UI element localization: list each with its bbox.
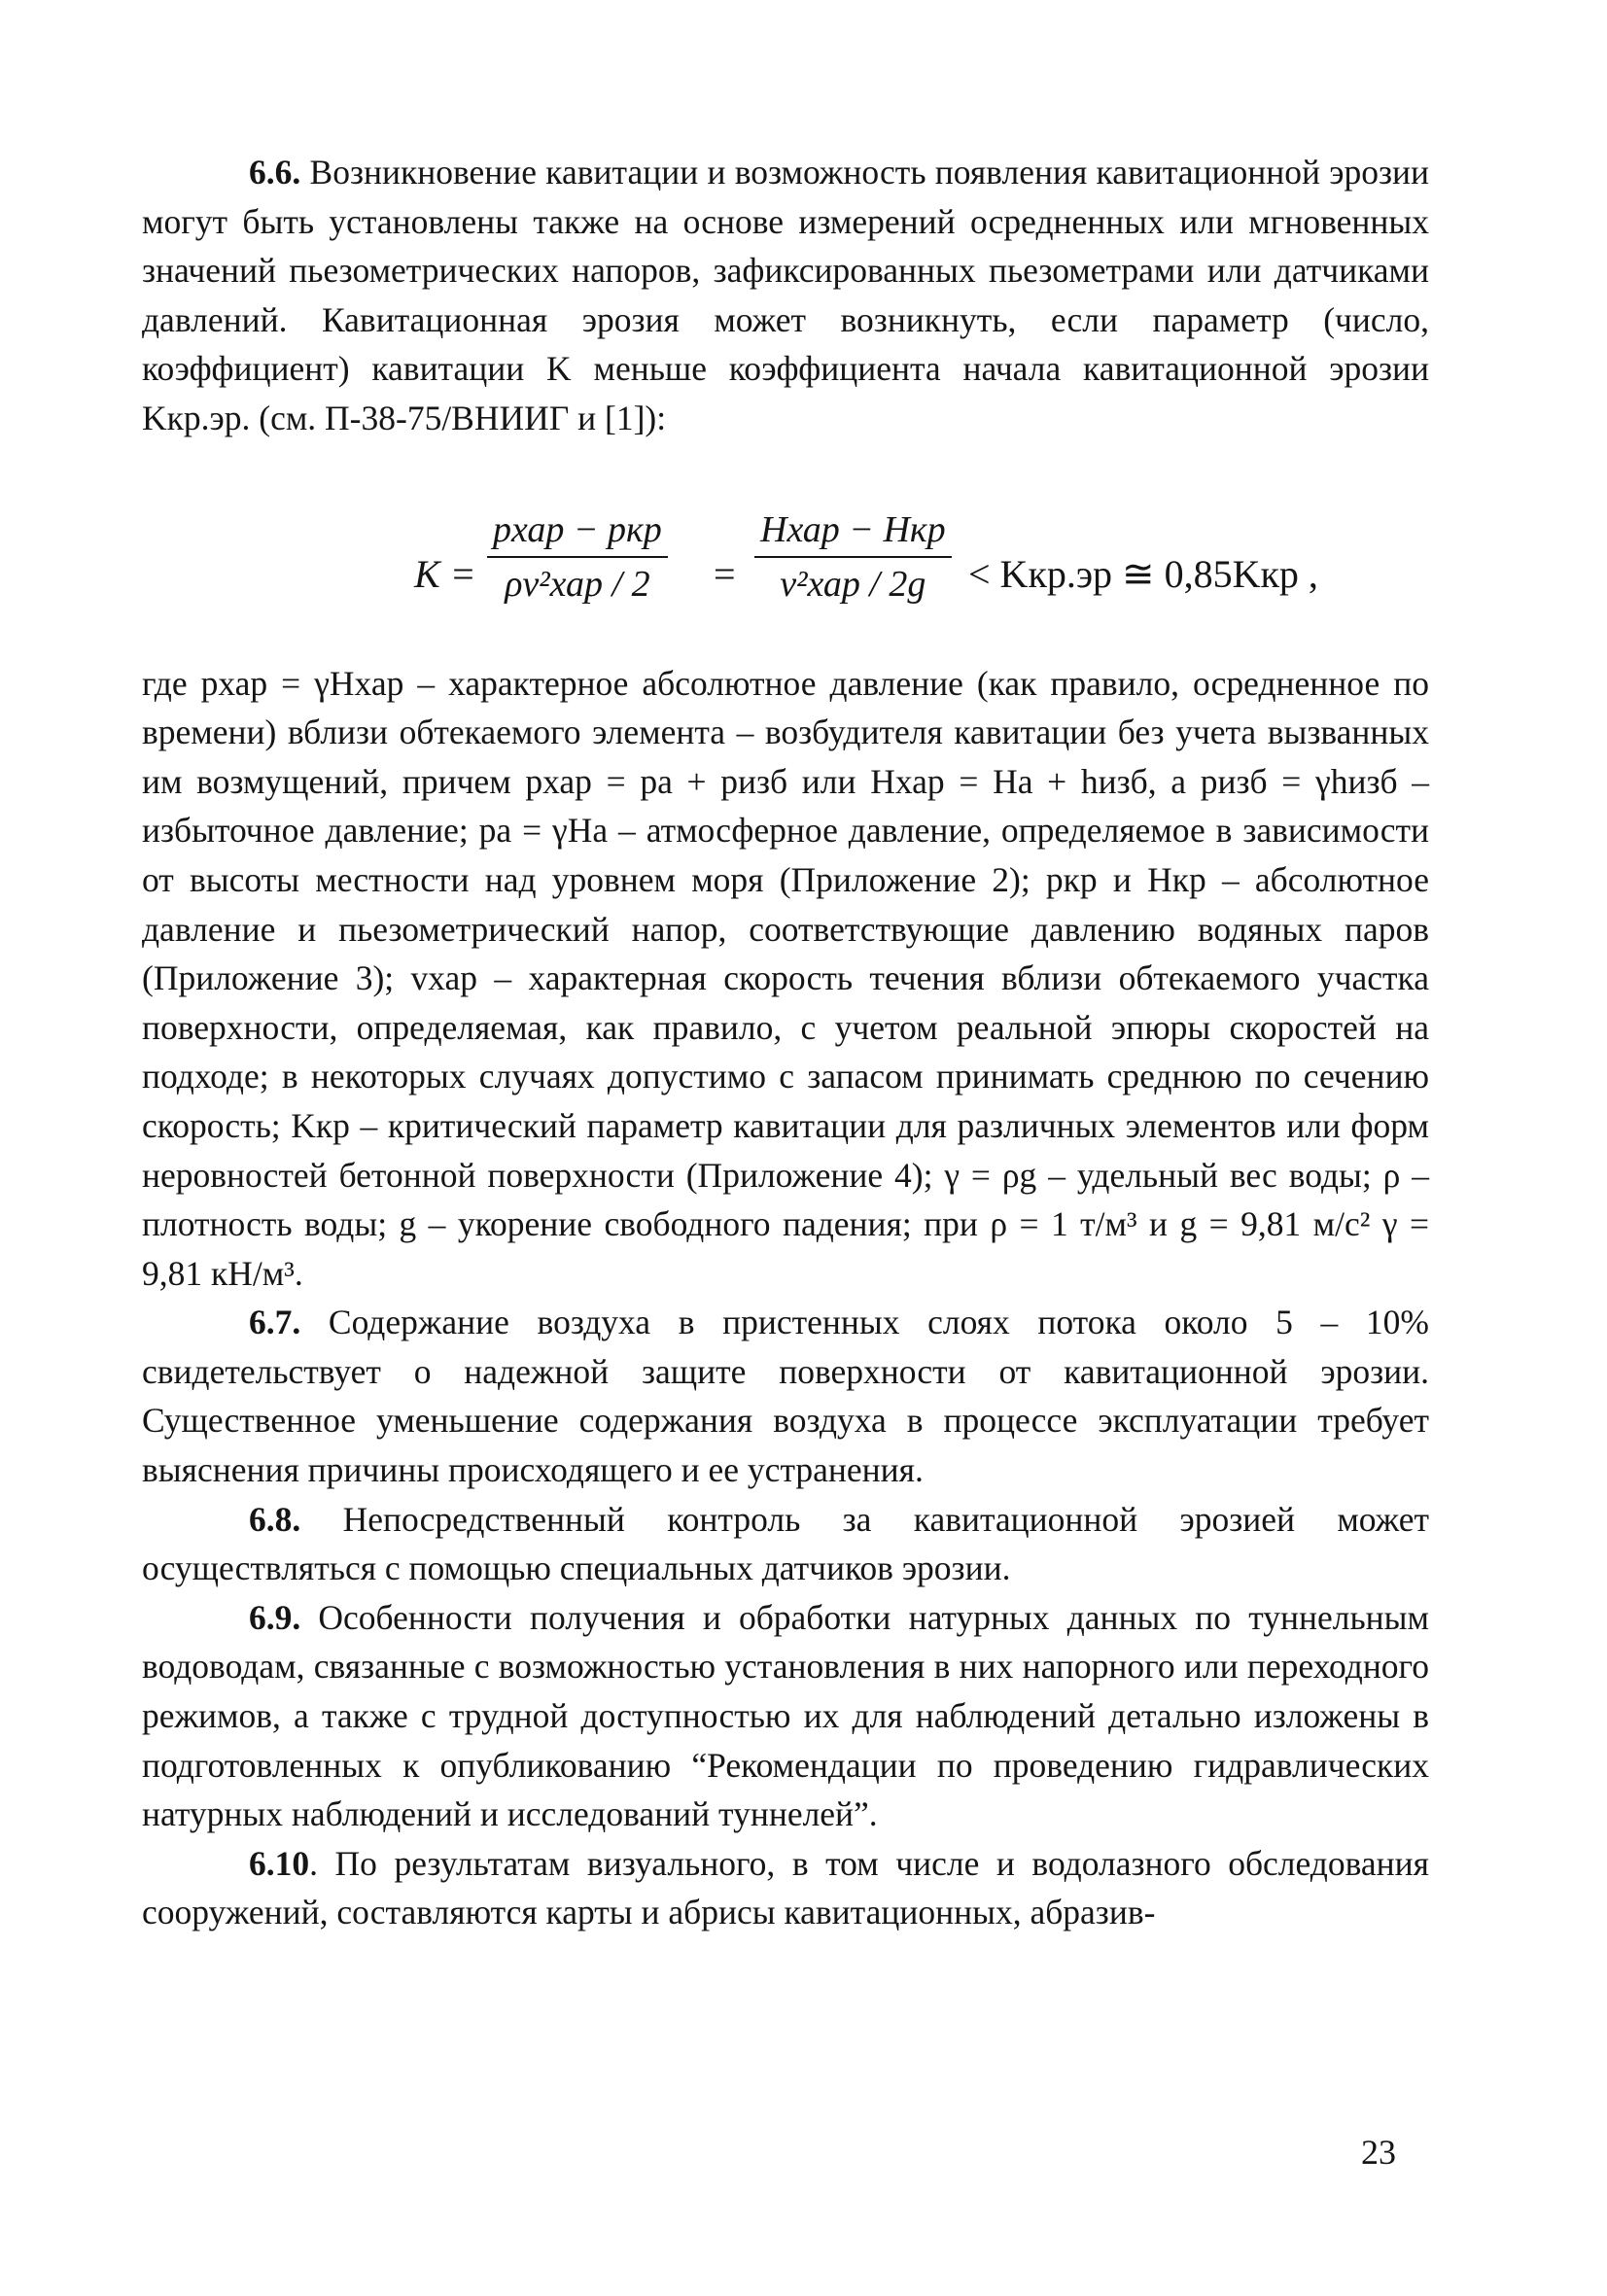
paragraph-text: Содержание воздуха в пристенных слоях потока около 5 – 10% свидетельствует о надежной защите поверхности от кавитационной эрозии. Существенное уменьшение содержания воздуха в процессе эксплуатации требует выяснения причины происходящего и ее устранения. (142, 1303, 1429, 1490)
paragraph-6-8 (142, 1495, 1429, 1593)
paragraph-text: Возникновение кавитации и возможность появления кавитационной эрозии могут быть установлены также на основе измерений осредненных или мгновенных значений пьезометрических напоров, зафиксированных пьезометрами или датчиками давлений. Кавитационная эрозия может возникнуть, если параметр (число, коэффициент) кавитации K меньше коэффициента начала кавитационной эрозии Kкр.эр. (см. П-38-75/ВНИИГ и [1]): (142, 153, 1429, 437)
formula-fraction-head (754, 507, 952, 607)
paragraph-text: Непосредственный контроль за кавитационной эрозией может осуществляться с помощью специальных датчиков эрозии. (142, 1499, 1429, 1588)
formula-rhs: < Kкр.эр ≅ 0,85Kкр , (968, 551, 1318, 596)
fraction-denominator: v²хар / 2g (780, 563, 926, 605)
paragraph-6-10 (142, 1839, 1429, 1937)
fraction-denominator: ρv²хар / 2 (505, 563, 650, 605)
formula-lhs: K = (414, 551, 476, 596)
page-number: 23 (1361, 2133, 1396, 2172)
body-text (142, 148, 1429, 1937)
formula-fraction-pressure (487, 507, 668, 607)
paragraph-text: Особенности получения и обработки натурных данных по туннельным водоводам, связанные с возможностью установления в них напорного или переходного режимов, а также с трудной доступностью их для наблюдений детально изложены в подготовленных к опубликованию “Рекомендации по проведению гидравлических натурных наблюдений и исследований туннелей”. (142, 1597, 1429, 1834)
section-number: 6.9. (249, 1597, 301, 1637)
paragraph-6-9 (142, 1593, 1429, 1839)
section-number: 6.6. (249, 153, 301, 191)
paragraph-6-6 (142, 148, 1429, 443)
section-number: 6.8. (249, 1499, 301, 1539)
formula-equals: = (714, 551, 736, 596)
fraction-numerator: Hхар − Hкр (754, 507, 952, 558)
cavitation-formula (142, 494, 1429, 640)
section-number: 6.7. (249, 1303, 301, 1342)
paragraph-6-7 (142, 1298, 1429, 1494)
fraction-numerator: pхар − pкр (487, 507, 668, 558)
paragraph-where: где pхар = γHхар – характерное абсолютное давление (как правило, осредненное по времени) вблизи обтекаемого элемента – возбудителя кавитации без учета вызванных им возмущений, причем pхар = pа + pизб или Hхар = Hа + hизб, а pизб = γhизб – избыточное давление; pа = γHа – атмосферное давление, определяемое в зависимости от высоты местности над уровнем моря (Приложение 2); pкр и Hкр – абсолютное давление и пьезометрический напор, соответствующие давлению водяных паров (Приложение 3); vхар – характерная скорость течения вблизи обтекаемого участка поверхности, определяемая, как правило, с учетом реальной эпюры скоростей на подходе; в некоторых случаях допустимо с запасом принимать среднюю по сечению скорость; Kкр – критический параметр кавитации для различных элементов или форм неровностей бетонной поверхности (Приложение 4); γ = ρg – удельный вес воды; ρ – плотность воды; g – укорение свободного падения; при ρ = 1 т/м³ и g = 9,81 м/с² γ = 9,81 кН/м³. (142, 663, 1429, 1293)
paragraph-text: . По результатам визуального, в том числе и водолазного обследования сооружений, составляются карты и абрисы кавитационных, абразив- (142, 1843, 1429, 1932)
section-number: 6.10 (249, 1843, 310, 1883)
